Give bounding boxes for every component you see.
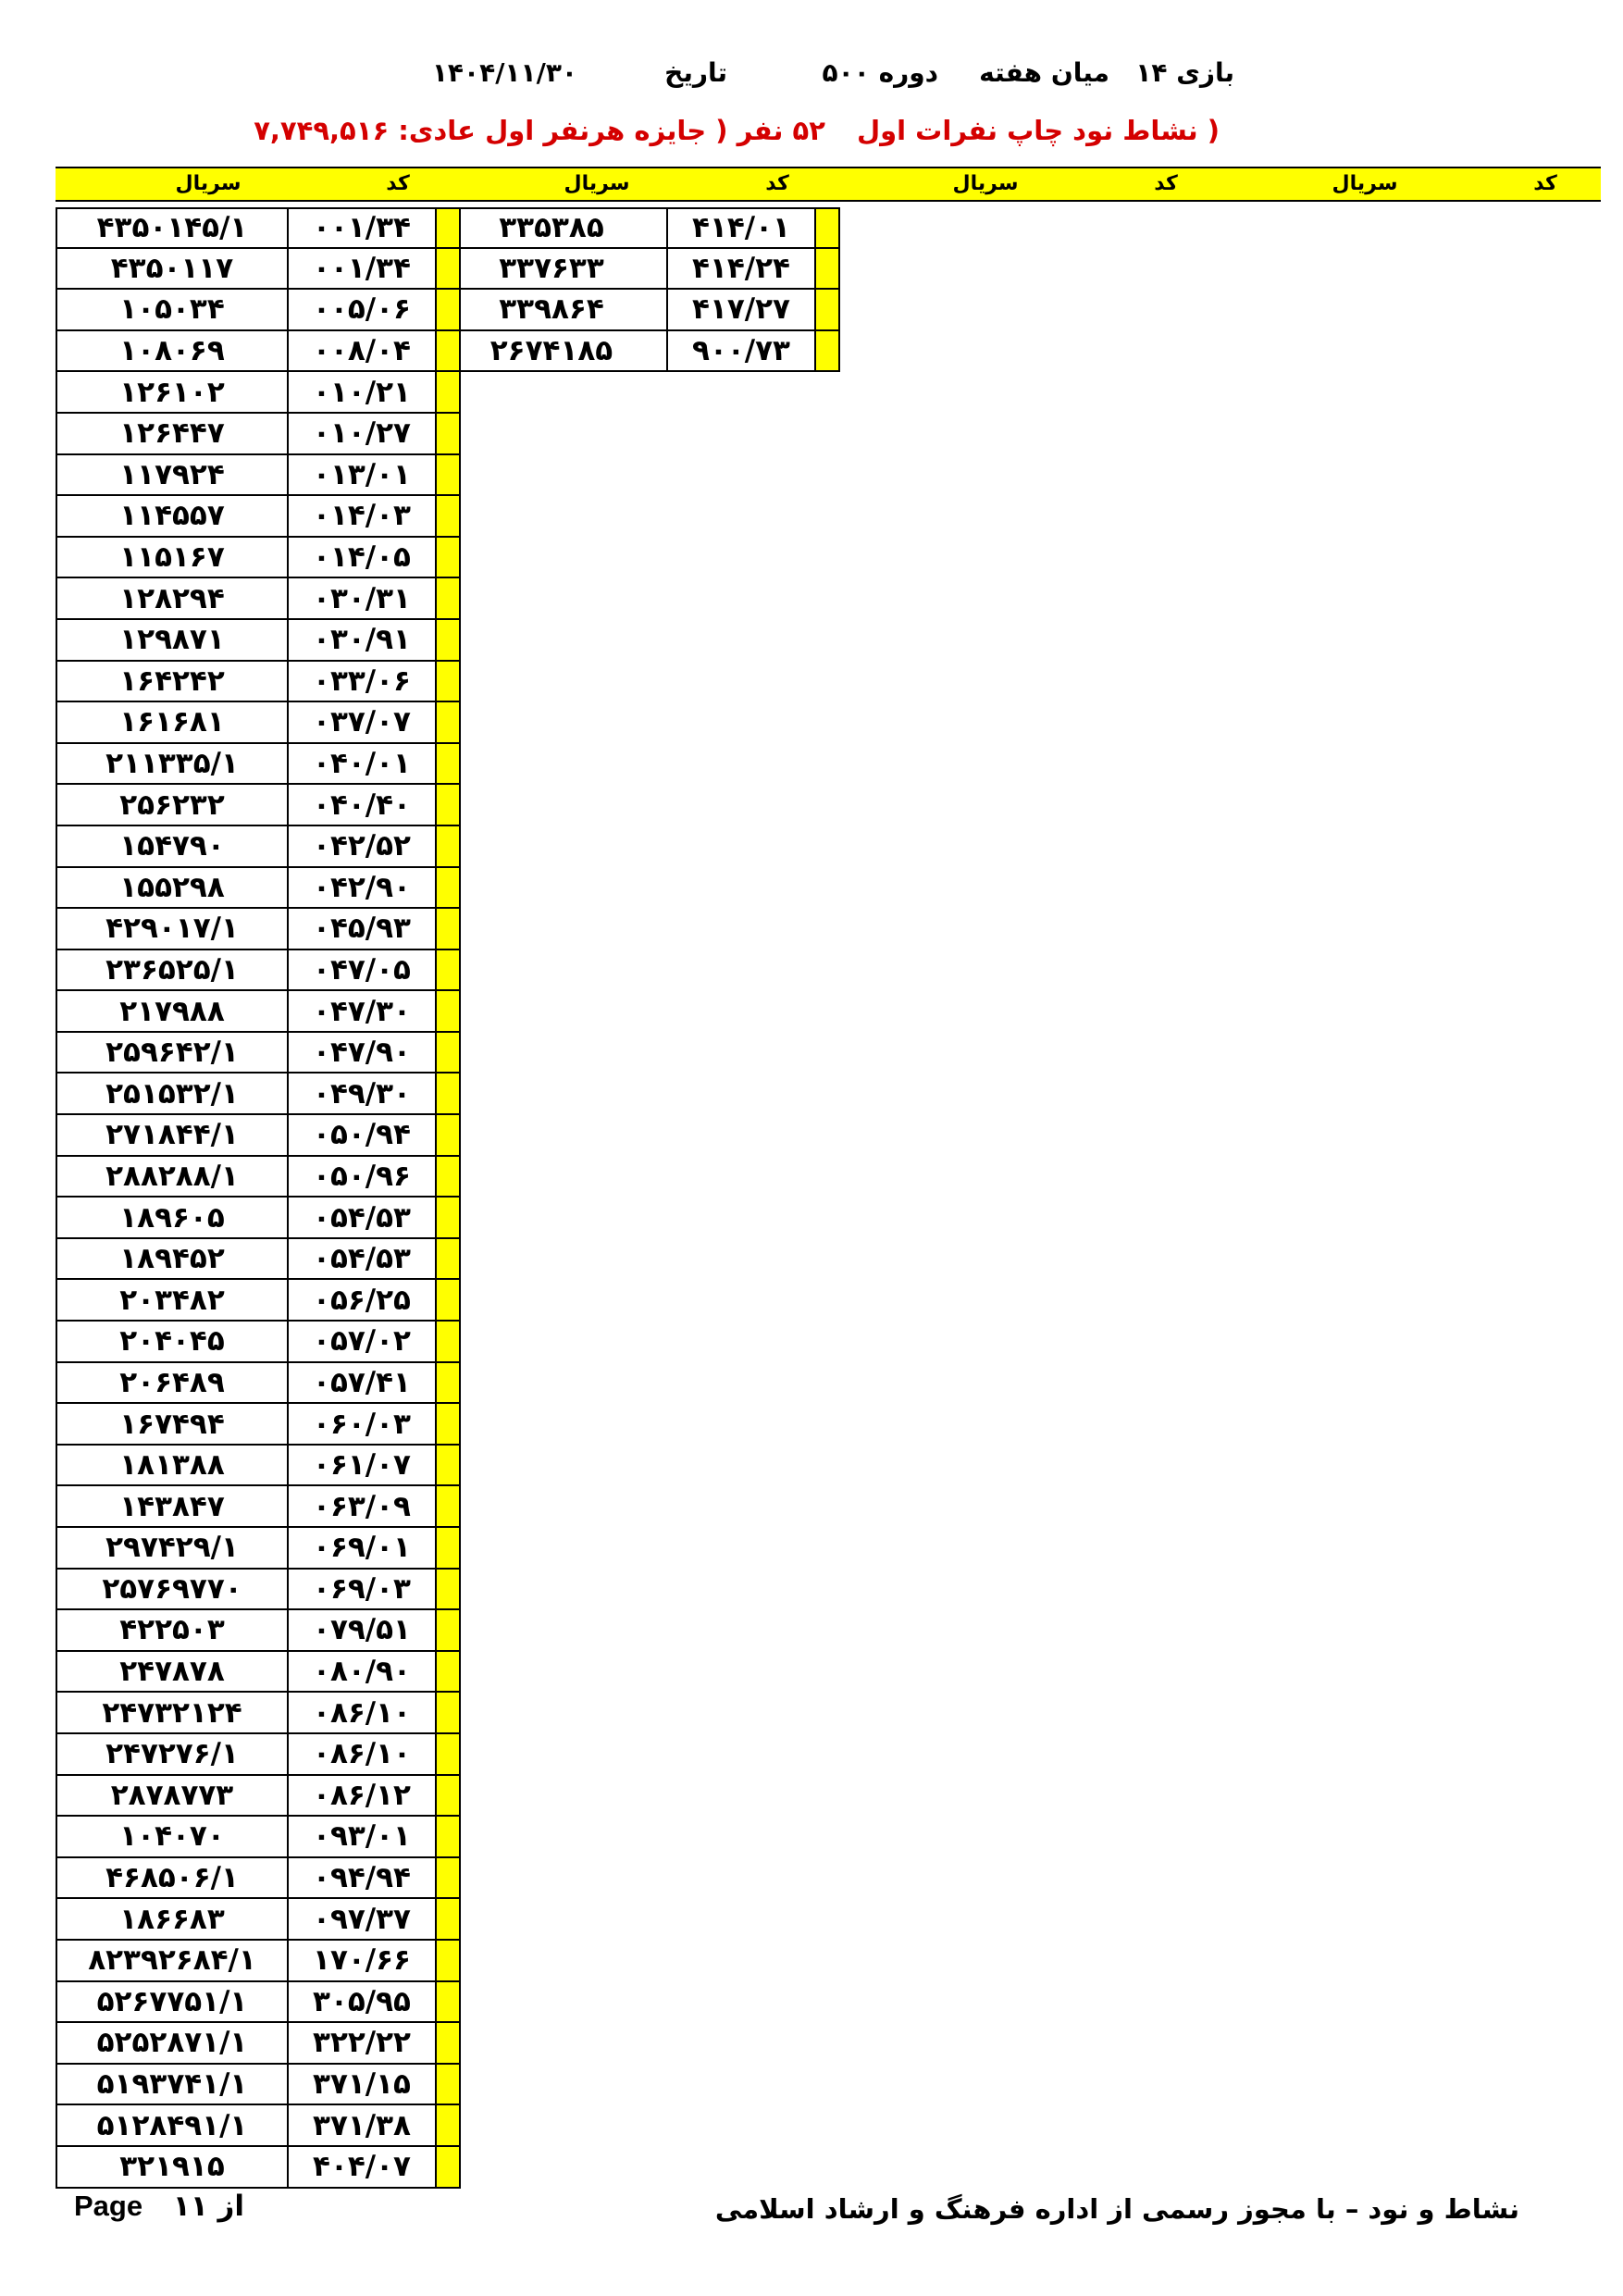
row-marker bbox=[435, 1899, 461, 1939]
code-cell: ۰۴۲/۵۲ bbox=[287, 826, 435, 866]
table-row bbox=[56, 1280, 461, 1322]
date-value: ۱۴۰۴/۱۱/۳۰ bbox=[431, 57, 577, 88]
code-cell: ۰۹۴/۹۴ bbox=[287, 1858, 435, 1898]
code-cell: ۰۴۹/۳۰ bbox=[287, 1074, 435, 1113]
table-row bbox=[56, 868, 461, 910]
table-row bbox=[435, 331, 840, 373]
row-marker bbox=[435, 1652, 461, 1692]
page-of: از ۱۱ bbox=[172, 2190, 245, 2223]
table-row bbox=[56, 207, 461, 249]
serial-cell: ۵۲۶۷۷۵۱/۱ bbox=[56, 1982, 287, 2022]
serial-cell: ۲۵۹۶۴۲/۱ bbox=[56, 1033, 287, 1073]
serial-cell: ۱۰۸۰۶۹ bbox=[56, 331, 287, 371]
row-marker bbox=[435, 702, 461, 742]
table-row bbox=[56, 1486, 461, 1528]
code-cell: ۰۱۴/۰۵ bbox=[287, 538, 435, 577]
code-cell: ۰۵۴/۵۳ bbox=[287, 1198, 435, 1237]
row-marker bbox=[435, 1941, 461, 1980]
serial-cell: ۲۵۷۶۹۷۷۰ bbox=[56, 1570, 287, 1609]
table-row bbox=[56, 414, 461, 455]
serial-cell: ۱۸۱۳۸۸ bbox=[56, 1446, 287, 1485]
code-cell: ۳۷۱/۳۸ bbox=[287, 2105, 435, 2145]
header-serial-3: سریال bbox=[952, 172, 1019, 195]
table-row bbox=[56, 1570, 461, 1611]
winners-title: ( نشاط نود چاپ نفرات اول bbox=[856, 115, 1220, 146]
table-row bbox=[56, 331, 461, 373]
code-cell: ۰۴۷/۰۵ bbox=[287, 950, 435, 990]
serial-cell: ۳۳۷۶۳۳ bbox=[435, 249, 666, 289]
row-marker bbox=[435, 991, 461, 1031]
table-row bbox=[56, 1239, 461, 1281]
row-marker bbox=[435, 1157, 461, 1197]
code-cell: ۰۵۷/۴۱ bbox=[287, 1363, 435, 1403]
serial-cell: ۱۰۴۰۷۰ bbox=[56, 1817, 287, 1856]
page-indicator bbox=[74, 2190, 244, 2223]
row-marker bbox=[435, 620, 461, 660]
row-marker bbox=[814, 209, 840, 247]
table-header-bar bbox=[56, 167, 1601, 202]
row-marker bbox=[814, 290, 840, 329]
table-row bbox=[56, 1528, 461, 1570]
table-row bbox=[56, 991, 461, 1033]
row-marker bbox=[814, 331, 840, 371]
table-row bbox=[56, 1074, 461, 1115]
game-label: ۱۴ بازی bbox=[1135, 57, 1234, 88]
serial-cell: ۵۱۲۸۴۹۱/۱ bbox=[56, 2105, 287, 2145]
row-marker bbox=[435, 744, 461, 784]
row-marker bbox=[435, 662, 461, 701]
row-marker bbox=[435, 1404, 461, 1444]
row-marker bbox=[435, 2023, 461, 2063]
code-cell: ۰۷۹/۵۱ bbox=[287, 1610, 435, 1650]
serial-cell: ۱۴۳۸۴۷ bbox=[56, 1486, 287, 1526]
row-marker bbox=[435, 2147, 461, 2187]
table-row bbox=[56, 2105, 461, 2147]
table-row bbox=[56, 249, 461, 291]
code-cell: ۰۴۵/۹۳ bbox=[287, 909, 435, 949]
row-marker bbox=[435, 1280, 461, 1320]
table-row bbox=[56, 620, 461, 662]
table-row bbox=[56, 1899, 461, 1941]
date-label: تاریخ bbox=[664, 57, 727, 88]
serial-cell: ۲۱۷۹۸۸ bbox=[56, 991, 287, 1031]
code-cell: ۰۳۰/۳۱ bbox=[287, 578, 435, 618]
row-marker bbox=[435, 868, 461, 908]
serial-cell: ۴۳۵۰۱۴۵/۱ bbox=[56, 209, 287, 247]
code-cell: ۰۵۶/۲۵ bbox=[287, 1280, 435, 1320]
code-cell: ۰۵۷/۰۲ bbox=[287, 1322, 435, 1361]
row-marker bbox=[435, 496, 461, 536]
header-code-4: کد bbox=[1533, 172, 1557, 195]
row-marker bbox=[435, 455, 461, 495]
serial-cell: ۱۶۷۴۹۴ bbox=[56, 1404, 287, 1444]
serial-cell: ۲۵۶۲۳۲ bbox=[56, 785, 287, 825]
serial-cell: ۱۱۷۹۲۴ bbox=[56, 455, 287, 495]
serial-cell: ۱۱۵۱۶۷ bbox=[56, 538, 287, 577]
serial-cell: ۲۸۸۲۸۸/۱ bbox=[56, 1157, 287, 1197]
serial-cell: ۱۶۱۶۸۱ bbox=[56, 702, 287, 742]
code-cell: ۰۰۱/۳۴ bbox=[287, 209, 435, 247]
table-row bbox=[56, 2023, 461, 2065]
code-cell: ۰۳۰/۹۱ bbox=[287, 620, 435, 660]
row-marker bbox=[435, 950, 461, 990]
table-row bbox=[56, 1941, 461, 1982]
code-cell: ۴۱۴/۰۱ bbox=[666, 209, 814, 247]
table-row bbox=[56, 702, 461, 744]
table-row bbox=[56, 290, 461, 331]
code-cell: ۰۸۶/۱۰ bbox=[287, 1734, 435, 1774]
row-marker bbox=[435, 1528, 461, 1568]
code-cell: ۳۰۵/۹۵ bbox=[287, 1982, 435, 2022]
serial-cell: ۳۳۵۳۸۵ bbox=[435, 209, 666, 247]
row-marker bbox=[435, 1486, 461, 1526]
row-marker bbox=[435, 372, 461, 412]
table-row bbox=[56, 909, 461, 950]
code-cell: ۴۱۴/۲۴ bbox=[666, 249, 814, 289]
code-cell: ۰۶۹/۰۳ bbox=[287, 1570, 435, 1609]
table-row bbox=[56, 826, 461, 868]
row-marker bbox=[435, 414, 461, 453]
row-marker bbox=[435, 1239, 461, 1279]
table-row bbox=[56, 1817, 461, 1858]
code-cell: ۰۱۰/۲۱ bbox=[287, 372, 435, 412]
row-marker bbox=[435, 1982, 461, 2022]
serial-cell: ۲۴۷۲۷۶/۱ bbox=[56, 1734, 287, 1774]
code-cell: ۰۰۱/۳۴ bbox=[287, 249, 435, 289]
serial-cell: ۴۳۵۰۱۱۷ bbox=[56, 249, 287, 289]
table-row bbox=[56, 1446, 461, 1487]
code-cell: ۰۴۷/۹۰ bbox=[287, 1033, 435, 1073]
code-cell: ۰۰۸/۰۴ bbox=[287, 331, 435, 371]
serial-cell: ۸۲۳۹۲۶۸۴/۱ bbox=[56, 1941, 287, 1980]
table-row bbox=[56, 744, 461, 786]
table-row bbox=[56, 1363, 461, 1405]
header-code-1: کد bbox=[386, 172, 410, 195]
serial-cell: ۲۸۷۸۷۷۳ bbox=[56, 1776, 287, 1816]
table-row bbox=[56, 2147, 461, 2189]
table-row bbox=[56, 785, 461, 826]
header-serial-2: سریال bbox=[564, 172, 630, 195]
table-row bbox=[56, 1322, 461, 1363]
serial-cell: ۱۲۶۱۰۲ bbox=[56, 372, 287, 412]
code-cell: ۰۰۵/۰۶ bbox=[287, 290, 435, 329]
table-row bbox=[56, 2065, 461, 2106]
code-cell: ۰۵۴/۵۳ bbox=[287, 1239, 435, 1279]
table-row bbox=[56, 950, 461, 992]
code-cell: ۰۶۰/۰۳ bbox=[287, 1404, 435, 1444]
table-row bbox=[56, 496, 461, 538]
row-marker bbox=[435, 1817, 461, 1856]
code-cell: ۰۱۳/۰۱ bbox=[287, 455, 435, 495]
winners-column-1 bbox=[56, 207, 461, 2189]
table-row bbox=[56, 1693, 461, 1734]
serial-cell: ۱۶۴۲۴۲ bbox=[56, 662, 287, 701]
serial-cell: ۴۲۲۵۰۳ bbox=[56, 1610, 287, 1650]
serial-cell: ۱۸۹۶۰۵ bbox=[56, 1198, 287, 1237]
serial-cell: ۴۶۸۵۰۶/۱ bbox=[56, 1858, 287, 1898]
code-cell: ۴۰۴/۰۷ bbox=[287, 2147, 435, 2187]
table-row bbox=[56, 1858, 461, 1900]
code-cell: ۳۲۲/۲۲ bbox=[287, 2023, 435, 2063]
code-cell: ۰۱۴/۰۳ bbox=[287, 496, 435, 536]
table-row bbox=[56, 662, 461, 703]
code-cell: ۴۱۷/۲۷ bbox=[666, 290, 814, 329]
serial-cell: ۱۲۶۴۴۷ bbox=[56, 414, 287, 453]
table-row bbox=[435, 249, 840, 291]
row-marker bbox=[435, 1858, 461, 1898]
code-cell: ۰۶۱/۰۷ bbox=[287, 1446, 435, 1485]
row-marker bbox=[814, 249, 840, 289]
row-marker bbox=[435, 1322, 461, 1361]
code-cell: ۰۳۷/۰۷ bbox=[287, 702, 435, 742]
table-row bbox=[56, 1652, 461, 1694]
table-row bbox=[56, 1776, 461, 1818]
code-cell: ۰۹۳/۰۱ bbox=[287, 1817, 435, 1856]
row-marker bbox=[435, 1570, 461, 1609]
serial-cell: ۲۳۶۵۲۵/۱ bbox=[56, 950, 287, 990]
serial-cell: ۱۸۶۶۸۳ bbox=[56, 1899, 287, 1939]
code-cell: ۰۴۷/۳۰ bbox=[287, 991, 435, 1031]
code-cell: ۰۵۰/۹۴ bbox=[287, 1115, 435, 1155]
page-label: Page bbox=[74, 2190, 143, 2222]
serial-cell: ۲۵۱۵۳۲/۱ bbox=[56, 1074, 287, 1113]
serial-cell: ۲۰۶۴۸۹ bbox=[56, 1363, 287, 1403]
serial-cell: ۲۴۷۸۷۸ bbox=[56, 1652, 287, 1692]
table-row bbox=[56, 455, 461, 497]
license-text: نشاط و نود – با مجوز رسمی از اداره فرهنگ و ارشاد اسلامی bbox=[714, 2193, 1519, 2225]
row-marker bbox=[435, 1610, 461, 1650]
code-cell: ۰۸۶/۱۲ bbox=[287, 1776, 435, 1816]
period-label: دوره ۵۰۰ bbox=[822, 57, 938, 88]
table-row bbox=[56, 1610, 461, 1652]
serial-cell: ۲۱۱۳۳۵/۱ bbox=[56, 744, 287, 784]
code-cell: ۰۳۳/۰۶ bbox=[287, 662, 435, 701]
serial-cell: ۱۲۸۲۹۴ bbox=[56, 578, 287, 618]
serial-cell: ۱۱۴۵۵۷ bbox=[56, 496, 287, 536]
code-cell: ۱۷۰/۶۶ bbox=[287, 1941, 435, 1980]
table-row bbox=[56, 1734, 461, 1776]
serial-cell: ۲۰۴۰۴۵ bbox=[56, 1322, 287, 1361]
table-row bbox=[435, 207, 840, 249]
table-row bbox=[56, 538, 461, 579]
serial-cell: ۵۲۵۲۸۷۱/۱ bbox=[56, 2023, 287, 2063]
row-marker bbox=[435, 1776, 461, 1816]
code-cell: ۰۹۷/۳۷ bbox=[287, 1899, 435, 1939]
code-cell: ۰۵۰/۹۶ bbox=[287, 1157, 435, 1197]
serial-cell: ۱۸۹۴۵۲ bbox=[56, 1239, 287, 1279]
header-serial-4: سریال bbox=[1332, 172, 1398, 195]
row-marker bbox=[435, 1446, 461, 1485]
table-row bbox=[56, 1115, 461, 1157]
row-marker bbox=[435, 909, 461, 949]
code-cell: ۰۴۰/۴۰ bbox=[287, 785, 435, 825]
table-row bbox=[435, 290, 840, 331]
serial-cell: ۲۷۱۸۴۴/۱ bbox=[56, 1115, 287, 1155]
table-row bbox=[56, 1982, 461, 2024]
serial-cell: ۱۲۹۸۷۱ bbox=[56, 620, 287, 660]
row-marker bbox=[435, 826, 461, 866]
code-cell: ۰۴۲/۹۰ bbox=[287, 868, 435, 908]
serial-cell: ۲۹۷۴۲۹/۱ bbox=[56, 1528, 287, 1568]
winners-prize: ۵۲ نفر ( جایزه هرنفر اول عادی: ۷,۷۴۹,۵۱۶ bbox=[254, 115, 825, 146]
code-cell: ۰۸۰/۹۰ bbox=[287, 1652, 435, 1692]
row-marker bbox=[435, 1734, 461, 1774]
table-row bbox=[56, 1198, 461, 1239]
code-cell: ۰۱۰/۲۷ bbox=[287, 414, 435, 453]
serial-cell: ۲۰۳۴۸۲ bbox=[56, 1280, 287, 1320]
row-marker bbox=[435, 1033, 461, 1073]
header-code-2: کد bbox=[765, 172, 789, 195]
table-row bbox=[56, 1404, 461, 1446]
serial-cell: ۵۱۹۳۷۴۱/۱ bbox=[56, 2065, 287, 2104]
code-cell: ۰۸۶/۱۰ bbox=[287, 1693, 435, 1732]
code-cell: ۳۷۱/۱۵ bbox=[287, 2065, 435, 2104]
row-marker bbox=[435, 2065, 461, 2104]
header-code-3: کد bbox=[1154, 172, 1178, 195]
serial-cell: ۱۰۵۰۳۴ bbox=[56, 290, 287, 329]
winners-summary bbox=[222, 115, 1220, 159]
row-marker bbox=[435, 538, 461, 577]
row-marker bbox=[435, 1198, 461, 1237]
table-row bbox=[56, 578, 461, 620]
serial-cell: ۳۳۹۸۶۴ bbox=[435, 290, 666, 329]
table-row bbox=[56, 1157, 461, 1198]
serial-cell: ۳۲۱۹۱۵ bbox=[56, 2147, 287, 2187]
table-row bbox=[56, 1033, 461, 1074]
table-row bbox=[56, 372, 461, 414]
serial-cell: ۱۵۵۲۹۸ bbox=[56, 868, 287, 908]
row-marker bbox=[435, 1363, 461, 1403]
midweek-label: میان هفته bbox=[979, 57, 1109, 88]
code-cell: ۰۴۰/۰۱ bbox=[287, 744, 435, 784]
row-marker bbox=[435, 2105, 461, 2145]
winners-column-2 bbox=[435, 207, 840, 372]
row-marker bbox=[435, 578, 461, 618]
code-cell: ۰۶۳/۰۹ bbox=[287, 1486, 435, 1526]
serial-cell: ۲۴۷۳۲۱۲۴ bbox=[56, 1693, 287, 1732]
code-cell: ۰۶۹/۰۱ bbox=[287, 1528, 435, 1568]
serial-cell: ۴۲۹۰۱۷/۱ bbox=[56, 909, 287, 949]
row-marker bbox=[435, 1074, 461, 1113]
row-marker bbox=[435, 1115, 461, 1155]
serial-cell: ۲۶۷۴۱۸۵ bbox=[435, 331, 666, 371]
row-marker bbox=[435, 1693, 461, 1732]
header-serial-1: سریال bbox=[175, 172, 242, 195]
row-marker bbox=[435, 785, 461, 825]
code-cell: ۹۰۰/۷۳ bbox=[666, 331, 814, 371]
serial-cell: ۱۵۴۷۹۰ bbox=[56, 826, 287, 866]
